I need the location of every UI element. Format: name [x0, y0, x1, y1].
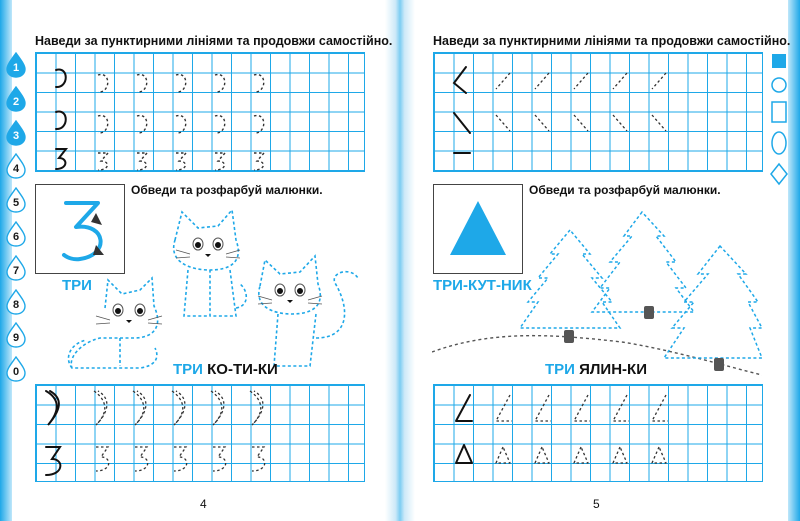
left-phrase-rest: КО-ТИ-КИ	[207, 361, 278, 378]
fir-trees-outline	[432, 210, 762, 385]
right-phrase-rest: ЯЛИН-КИ	[579, 361, 647, 378]
number-drop-label: 6	[12, 230, 20, 243]
number-drop-5	[6, 187, 26, 213]
left-top-tracing-grid	[35, 52, 365, 172]
number-drop-0	[6, 356, 26, 382]
right-top-tracing-grid	[433, 52, 763, 172]
number-drop-label: 7	[12, 264, 20, 277]
number-drop-label: 5	[12, 197, 20, 210]
left-subtitle: Обведи та розфарбуй малюнки.	[131, 183, 323, 197]
number-drop-label: 8	[12, 298, 20, 311]
left-phrase-highlight: ТРИ	[173, 361, 203, 378]
circle-icon	[769, 76, 789, 94]
number-drops	[6, 52, 32, 390]
number-drop-9	[6, 322, 26, 348]
oval-icon	[769, 130, 789, 156]
book-spine	[385, 0, 415, 521]
kittens-outline	[60, 198, 370, 373]
digit-word-label: ТРИ	[62, 277, 92, 294]
number-drop-3	[6, 120, 26, 146]
diamond-icon	[769, 162, 789, 186]
shape-icons-column	[769, 52, 793, 192]
square-icon	[769, 52, 789, 70]
left-page-number: 4	[200, 497, 207, 511]
right-phrase-highlight: ТРИ	[545, 361, 575, 378]
number-drop-7	[6, 255, 26, 281]
number-drop-label: 9	[12, 332, 20, 345]
number-drop-label: 4	[12, 163, 20, 176]
number-drop-label: 3	[12, 129, 20, 142]
right-subtitle: Обведи та розфарбуй малюнки.	[529, 183, 721, 197]
left-phrase	[173, 361, 278, 378]
rectangle-icon	[769, 100, 789, 124]
left-bottom-tracing-grid	[35, 384, 365, 482]
number-drop-2	[6, 86, 26, 112]
number-drop-label: 1	[12, 62, 20, 74]
number-drop-1	[6, 52, 26, 78]
number-drop-label: 2	[12, 95, 20, 108]
number-drop-8	[6, 289, 26, 315]
shape-word-label: ТРИ-КУТ-НИК	[433, 277, 532, 294]
right-instruction: Наведи за пунктирними лініями та продовжи самостійно.	[433, 34, 791, 48]
number-drop-6	[6, 221, 26, 247]
left-instruction: Наведи за пунктирними лініями та продовжи самостійно.	[35, 34, 393, 48]
number-drop-label: 0	[12, 366, 20, 379]
right-page-number: 5	[593, 497, 600, 511]
right-bottom-tracing-grid	[433, 384, 763, 482]
number-drop-4	[6, 153, 26, 179]
right-phrase	[545, 361, 647, 378]
